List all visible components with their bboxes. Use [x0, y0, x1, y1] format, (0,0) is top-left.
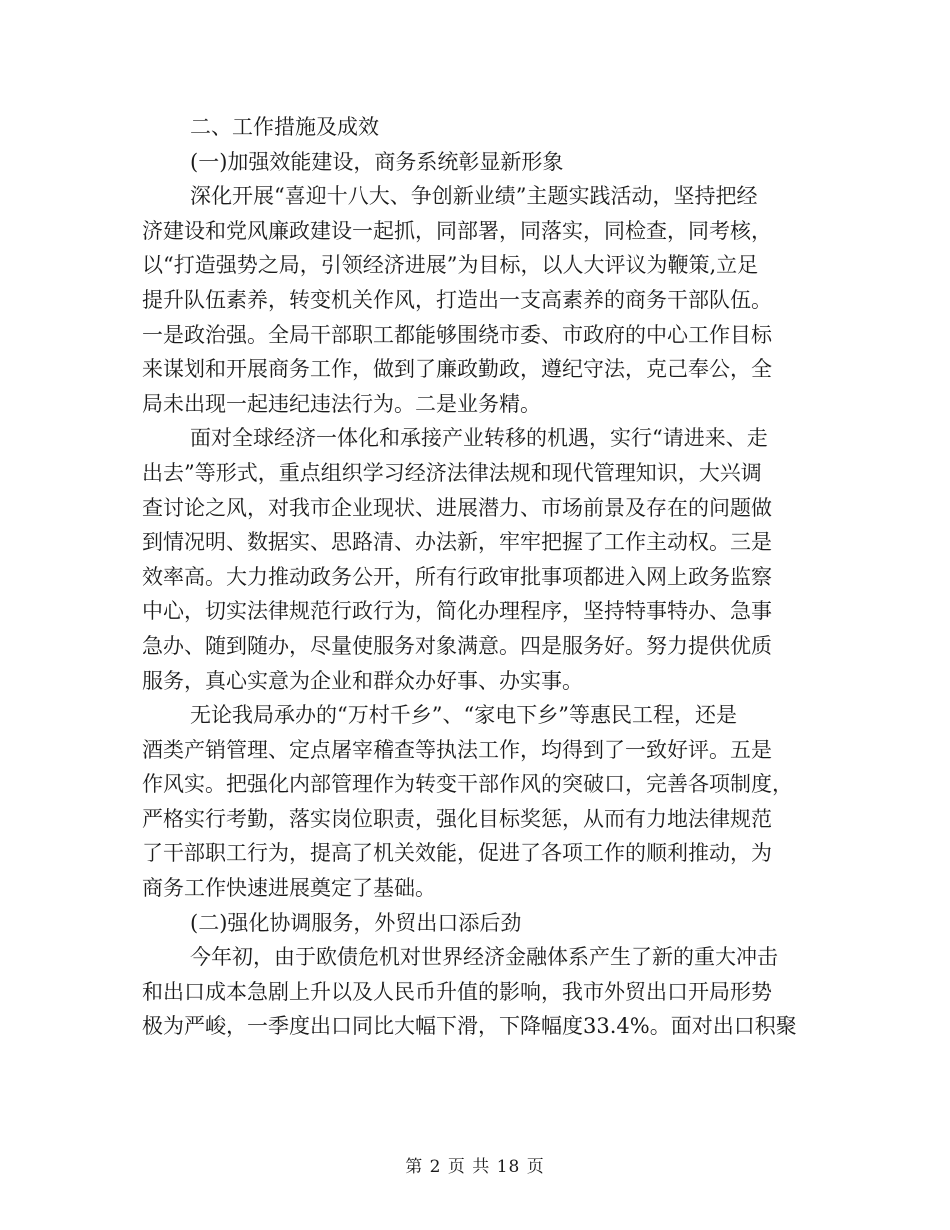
text-line: 二、工作措施及成效: [190, 115, 379, 139]
text-line: 到情况明、数据实、思路清、办法新，牢牢把握了工作主动权。三是: [142, 530, 772, 555]
text-line: 严格实行考勤，落实岗位职责，强化目标奖惩，从而有力地法律规范: [142, 806, 772, 831]
text-line: 查讨论之风，对我市企业现状、进展潜力、市场前景及存在的问题做: [142, 495, 772, 520]
text-line: (一)加强效能建设，商务系统彰显新形象: [190, 149, 564, 174]
text-line: 以“打造强势之局，引领经济进展”为目标，以人大评议为鞭策,立足: [142, 253, 759, 278]
document-body: [142, 110, 822, 1044]
text-line: 深化开展“喜迎十八大、争创新业绩”主题实践活动，坚持把经: [190, 184, 758, 209]
text-line: 服务，真心实意为企业和群众办好事、办实事。: [142, 668, 583, 693]
text-line: 来谋划和开展商务工作，做到了廉政勤政，遵纪守法，克己奉公，全: [142, 357, 772, 382]
text-line: 商务工作快速进展奠定了基础。: [142, 876, 436, 901]
text-line: 提升队伍素养，转变机关作风，打造出一支高素养的商务干部队伍。: [142, 287, 772, 312]
text-line: 作风实。把强化内部管理作为转变干部作风的突破口，完善各项制度，: [142, 772, 793, 797]
text-line: 面对全球经济一体化和承接产业转移的机遇，实行“请进来、走: [190, 426, 768, 451]
text-line: 和出口成本急剧上升以及人民币升值的影响，我市外贸出口开局形势: [142, 979, 772, 1004]
text-line: (二)强化协调服务，外贸出口添后劲: [190, 910, 522, 935]
text-line: 局未出现一起违纪违法行为。二是业务精。: [142, 391, 541, 416]
page-footer: 第 2 页 共 18 页: [405, 1157, 545, 1177]
text-line: 极为严峻，一季度出口同比大幅下滑，下降幅度33.4%。面对出口积聚: [142, 1014, 797, 1039]
text-line: 效率高。大力推动政务公开，所有行政审批事项都进入网上政务监察: [142, 564, 772, 589]
text-line: 了干部职工行为，提高了机关效能，促进了各项工作的顺利推动，为: [142, 841, 772, 866]
text-line: 无论我局承办的“万村千乡”、“家电下乡”等惠民工程，还是: [190, 703, 737, 728]
text-line: 济建设和党风廉政建设一起抓，同部署，同落实，同检查，同考核，: [142, 218, 772, 243]
text-line: 今年初，由于欧债危机对世界经济金融体系产生了新的重大冲击: [190, 945, 778, 970]
text-line: 出去”等形式，重点组织学习经济法律法规和现代管理知识，大兴调: [142, 460, 762, 485]
text-line: 酒类产销管理、定点屠宰稽查等执法工作，均得到了一致好评。五是: [142, 737, 772, 762]
text-line: 急办、随到随办，尽量使服务对象满意。四是服务好。努力提供优质: [142, 633, 772, 658]
text-line: 一是政治强。全局干部职工都能够围绕市委、市政府的中心工作目标: [142, 322, 772, 347]
text-line: 中心，切实法律规范行政行为，简化办理程序，坚持特事特办、急事: [142, 599, 772, 624]
